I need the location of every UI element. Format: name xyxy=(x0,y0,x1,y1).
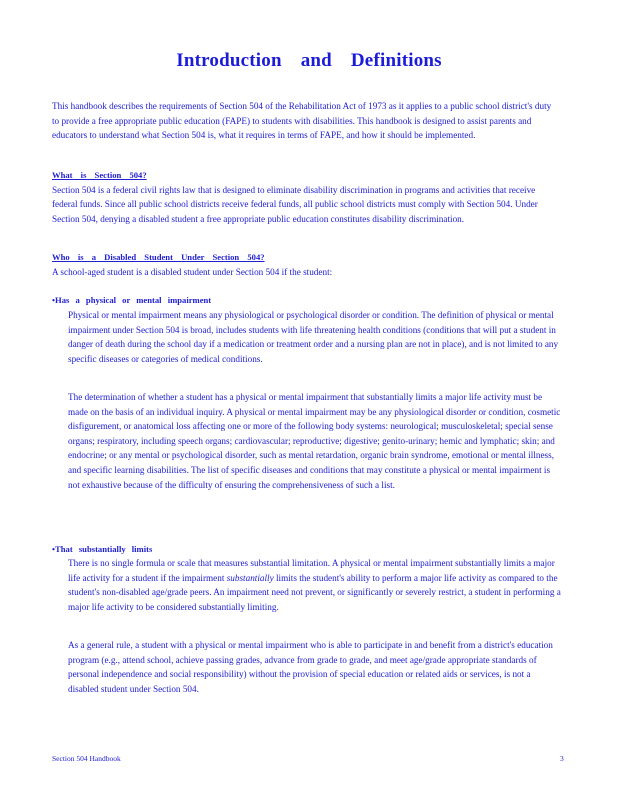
limits-paragraph-2 xyxy=(68,638,562,696)
limits-text-2: As a general rule, a student with a physical or mental impairment who is able to participate in and benefit from a district's education program (e.g., attend school, achieve passing grades, advance from grade to grade, and meet age/grade appropriate standards of personal independence and social responsibility) without the provision of special education or related aids or services, is not a disabled student under Section 504. xyxy=(68,640,553,694)
limits-text-1a: There is no single formula or scale that measures substantial limitation. A physical or mental impairment substantially limits a major life activity for a student if the impairment xyxy=(68,558,555,583)
impairment-text-1: Physical or mental impairment means any physiological or psychological disorder or condition. The definition of physical or mental impairment under Section 504 is broad, includes students with life threatening health conditions (conditions that will put a student in danger of death during the school day if a medication or treatment order and a nursing plan are not in place), and is not limited to any specific diseases or categories of medical conditions. xyxy=(68,310,559,364)
what-body: Section 504 is a federal civil rights law that is designed to eliminate disability discrimination in programs and activities that receive federal funds. Since all public school districts receive federal funds, all public school districts must comply with Section 504. Under Section 504, denying a disabled student a free appropriate public education constitutes disability discrimination. xyxy=(52,184,538,224)
bullet-impairment-heading: •Has a physical or mental impairment xyxy=(52,295,212,305)
limits-text-1b: limits the student's ability to perform a major life activity as compared to the student's non-disabled age/grade peers. An impairment need not prevent, or significantly or severely restrict, a student in performing a major life activity to be considered substantially limiting. xyxy=(68,572,561,612)
who-body: A school-aged student is a disabled student under Section 504 if the student: xyxy=(52,266,333,277)
intro-paragraph xyxy=(52,99,560,143)
intro-text: This handbook describes the requirements of Section 504 of the Rehabilitation Act of 1973 as it applies to a public school district's duty to provide a free appropriate public education (FAPE) to students with disabilities. This handbook is designed to assist parents and educators to understand what Section 504 is, what it requires in terms of FAPE, and how it should be implemented. xyxy=(52,101,552,141)
footer-page-number: 3 xyxy=(560,754,564,763)
footer-handbook-name: Section 504 Handbook xyxy=(52,754,121,763)
impairment-text-2: The determination of whether a student has a physical or mental impairment that substantially limits a major life activity must be made on the basis of an individual inquiry. A physical or mental impairment may be any physiological disorder or condition, cosmetic disfigurement, or anatomical loss affecting one or more of the following body systems: neurological; musculoskeletal; special sense organs; respiratory, including speech organs; cardiovascular; reproductive; digestive; genito-urinary; hemic and lymphatic; skin; and endocrine; or any mental or psychological disorder, such as mental retardation, organic brain syndrome, emotional or mental illness, and specific learning disabilities. The list of specific diseases and conditions that may constitute a physical or mental impairment is not exhaustive because of the difficulty of ensuring the comprehensiveness of such a list. xyxy=(68,392,561,490)
page-title: Introduction and Definitions xyxy=(176,50,442,71)
limits-text-1 xyxy=(68,556,562,614)
what-heading: What is Section 504? xyxy=(52,170,147,180)
who-heading: Who is a Disabled Student Under Section 504? xyxy=(52,252,265,262)
impairment-paragraph-1 xyxy=(68,308,562,366)
what-section xyxy=(52,168,560,226)
limits-paragraph-1 xyxy=(68,556,562,614)
who-section xyxy=(52,250,560,279)
bullet-limits-heading: •That substantially limits xyxy=(52,544,153,554)
impairment-paragraph-2 xyxy=(68,390,562,492)
limits-text-italic: substantially xyxy=(226,572,274,583)
